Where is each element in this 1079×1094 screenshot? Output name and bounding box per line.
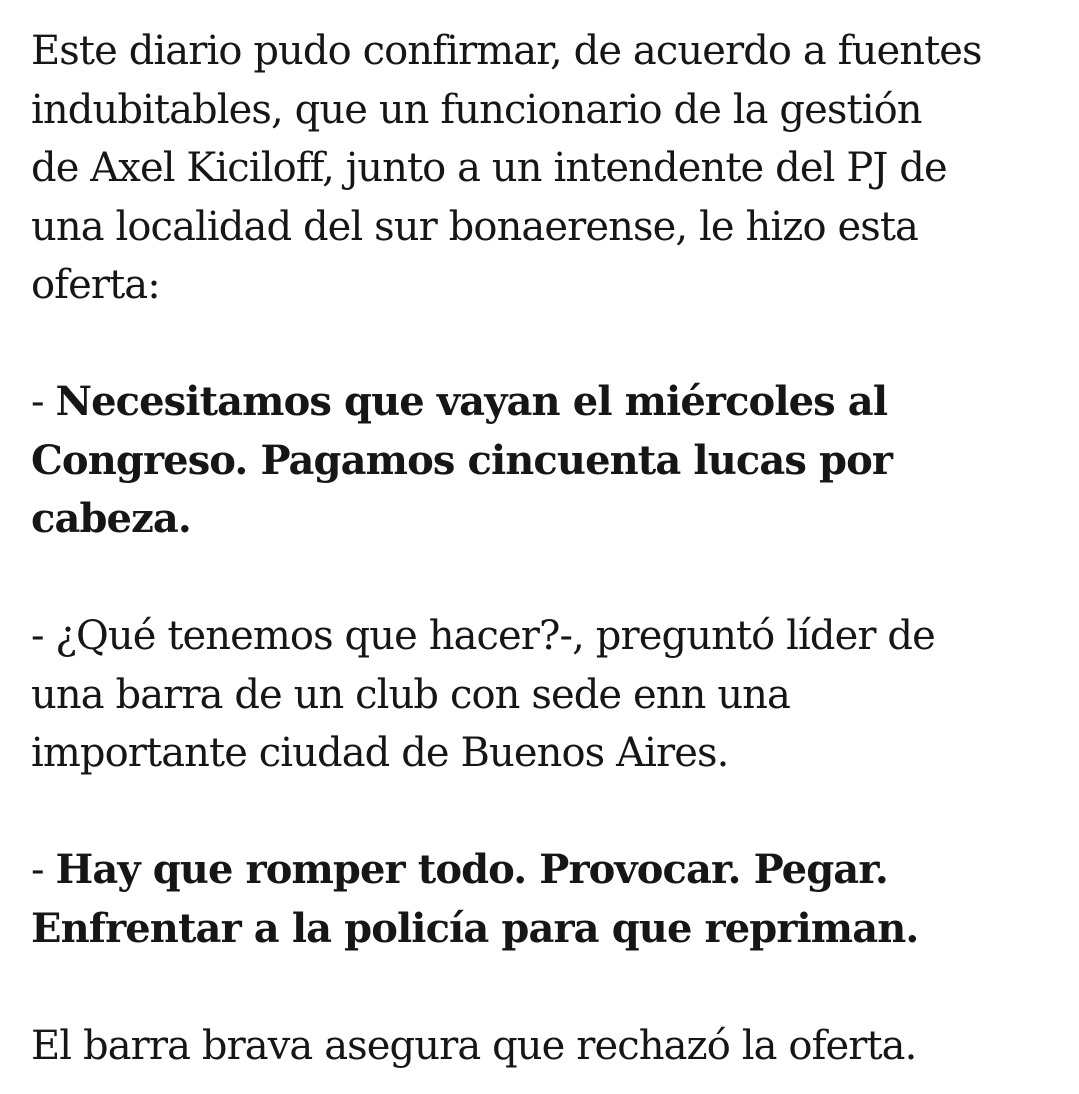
text-line: - ¿Qué tenemos que hacer?-, preguntó líder de — [31, 613, 935, 659]
article-body — [31, 22, 1061, 1075]
bold-quote-line: cabeza. — [31, 495, 191, 542]
text-line: oferta: — [31, 262, 160, 308]
text-line: importante ciudad de Buenos Aires. — [31, 730, 729, 776]
dialogue-dash: - — [31, 847, 56, 893]
text-line: indubitables, que un funcionario de la gestión — [31, 86, 922, 133]
text-line: de Axel Kiciloff, junto a un intendente del PJ de — [31, 145, 947, 191]
text-line: Este diario pudo confirmar, de acuerdo a fuentes — [31, 28, 982, 74]
paragraph-offer-quote — [31, 373, 1061, 549]
bold-quote-line: Hay que romper todo. Provocar. Pegar. — [55, 846, 888, 893]
dialogue-dash: - — [31, 379, 56, 425]
text-line: El barra brava asegura que rechazó la oferta. — [31, 1022, 917, 1069]
text-line: una localidad del sur bonaerense, le hizo esta — [31, 203, 918, 250]
paragraph-instructions-quote — [31, 841, 1061, 958]
paragraph-conclusion — [31, 1017, 1061, 1076]
bold-quote-line: Enfrentar a la policía para que repriman. — [31, 904, 919, 952]
paragraph-question — [31, 607, 1061, 783]
paragraph-intro — [31, 22, 1061, 315]
bold-quote-line: Congreso. Pagamos cincuenta lucas por — [31, 436, 893, 484]
text-line: una barra de un club con sede enn una — [31, 671, 790, 718]
bold-quote-line: Necesitamos que vayan el miércoles al — [55, 378, 888, 425]
